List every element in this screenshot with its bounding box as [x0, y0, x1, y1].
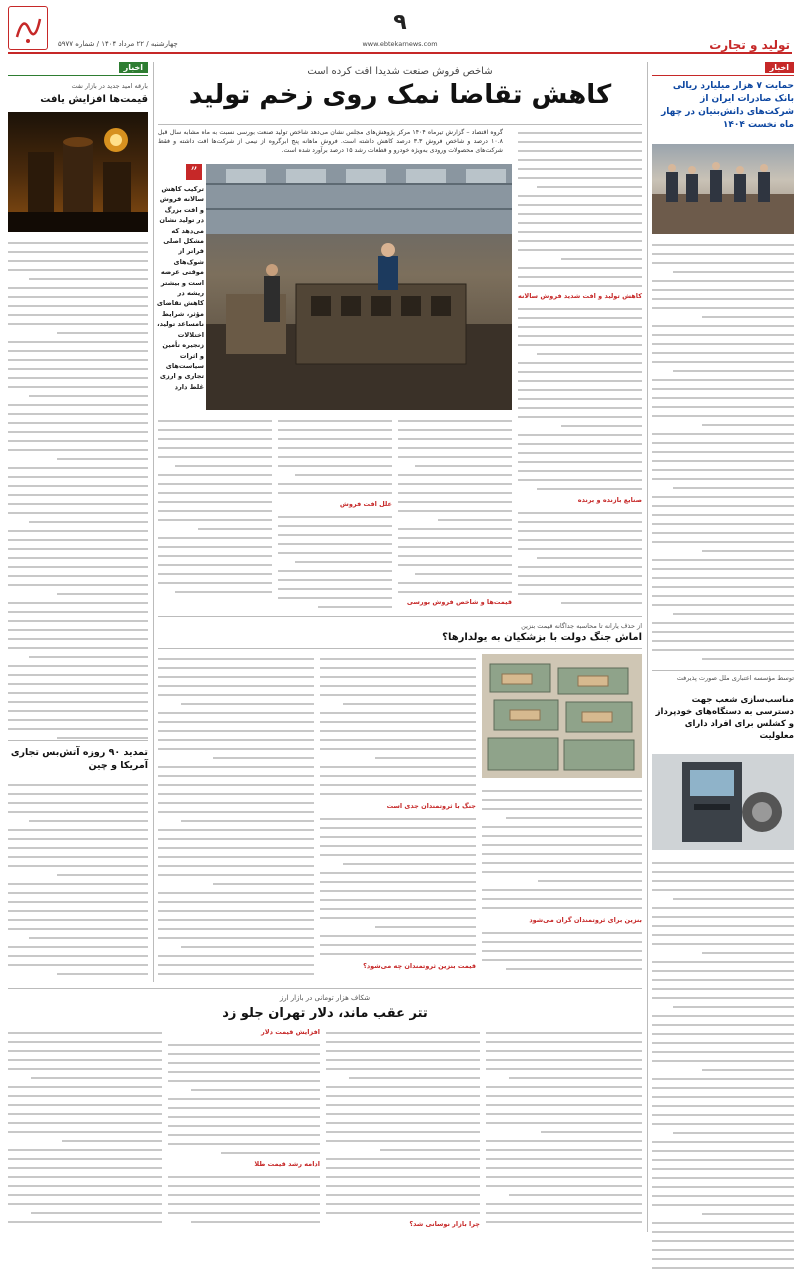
bottom-col1: [486, 1028, 642, 1226]
lead-body-col4: [158, 416, 272, 596]
lead-body-col1: [518, 128, 642, 290]
bottom-subhead: افزایش قیمت دلار: [261, 1028, 320, 1036]
photo-atm: [652, 754, 794, 850]
lead-subhead: علل افت فروش: [339, 500, 392, 508]
photo-meeting: [652, 144, 794, 234]
bottom-kicker: شکاف هزار تومانی در بازار ارز: [279, 994, 371, 1002]
photo-factory-workers: [206, 164, 512, 410]
lead-body-col1c: [518, 508, 642, 607]
news-tag: اخبار: [765, 62, 794, 73]
rule: [8, 740, 148, 741]
mid-body-col0: [158, 654, 314, 978]
rule: [652, 670, 794, 671]
photo-oil-refinery: [8, 112, 148, 232]
story-body: [8, 780, 148, 978]
bottom-subhead: چرا بازار نوسانی شد؟: [409, 1220, 480, 1228]
bottom-col3: [168, 1040, 320, 1157]
story-title[interactable]: مناسب‌سازی شعب جهت دسترسی به دستگاه‌های خودپرداز و کشلس برای افراد دارای معلولیت: [655, 695, 794, 741]
lead-subhead: کاهش تولید و افت شدید فروش سالانه: [518, 292, 642, 300]
story-kicker: توسط مؤسسه اعتباری ملل صورت پذیرفت: [676, 674, 794, 682]
logo: [8, 6, 48, 50]
rule: [8, 988, 642, 989]
lead-story: [158, 62, 642, 614]
page-number: ۹: [393, 10, 407, 35]
lead-intro: گروه اقتصاد – گزارش تیرماه ۱۴۰۴ مرکز پژوهش‌های مجلس نشان می‌دهد شاخص تولید صنعت بورسی نسبت به ماه مشابه سال قبل ۱۰.۸ درصد و شاخص فروش ۳.۳ درصد کاهش داشته است. فروش ماهانه پنج ابرگروه از نیمی از شرکت‌ها افت داشته و فقط شرکت‌های محصولات ورودی به‌ویژه خودرو و قطعات رشد ۱۵ درصد برآورد شده است.: [158, 129, 503, 154]
svg-text:”: ”: [190, 165, 198, 180]
rule: [158, 616, 642, 617]
rule: [158, 124, 642, 125]
mid-subhead: بنزین برای ثروتمندان گران می‌شود: [529, 916, 642, 924]
lead-body-col1b: [518, 304, 642, 493]
rule: [8, 75, 148, 76]
right-column: [652, 62, 794, 1232]
mid-story: [158, 620, 642, 982]
rule: [652, 75, 794, 76]
bottom-story: [8, 992, 642, 1232]
lead-body-col3: [278, 416, 392, 497]
bottom-title[interactable]: تتر عقب ماند، دلار تهران جلو زد: [222, 1006, 428, 1021]
mid-body-col2: [482, 786, 642, 912]
story-title[interactable]: تمدید ۹۰ روزه آتش‌بس تجاری آمریکا و چین: [10, 747, 148, 771]
lead-kicker: شاخص فروش صنعت شدیدا افت کرده است: [307, 66, 493, 77]
logo-emblem-icon: [9, 7, 47, 49]
column-rule: [647, 62, 648, 1232]
story-title[interactable]: حمایت ۷ هزار میلیارد ریالی بانک صادرات ایران از شرکت‌های دانش‌بنیان در چهار ماه نخست ۱۴۰۴: [661, 81, 794, 130]
photo-money-stacks: [482, 654, 642, 778]
bottom-col3b: [168, 1172, 320, 1226]
story-kicker: بارقه امید جدید در بازار نفت: [71, 82, 148, 90]
mid-subhead: جنگ با ثروتمندان جدی است: [386, 802, 476, 810]
lead-subhead: صنایع بازنده و برنده: [577, 496, 642, 504]
lead-body-col3b: [278, 512, 392, 611]
story-body: [8, 238, 148, 742]
mid-body-col1b: [320, 814, 476, 958]
lead-title[interactable]: کاهش تقاضا نمک روی زخم تولید: [188, 80, 612, 110]
mid-body-col1: [320, 654, 476, 798]
bottom-col4: [8, 1028, 162, 1226]
left-column: [8, 62, 148, 982]
masthead-rule: [8, 52, 792, 54]
lead-body-col2: [398, 416, 512, 596]
rule: [158, 648, 642, 649]
story-body: [652, 240, 794, 663]
news-tag: اخبار: [119, 62, 148, 73]
column-rule: [153, 62, 154, 982]
mid-subhead: قیمت بنزین ثروتمندان چه می‌شود؟: [363, 962, 476, 970]
mid-kicker: از حذف یارانه تا محاسبه جداگانه قیمت بنزین: [521, 622, 642, 630]
section-title: تولید و تجارت: [709, 38, 790, 52]
bottom-col2: [326, 1028, 480, 1217]
story-title[interactable]: قیمت‌ها افزایش یافت: [40, 94, 148, 105]
website[interactable]: www.ebtekarnews.com: [362, 40, 438, 48]
mid-body-col2b: [482, 928, 642, 973]
bottom-subhead: ادامه رشد قیمت طلا: [254, 1160, 320, 1168]
quote-mark-icon: [186, 164, 202, 180]
lead-subhead: قیمت‌ها و شاخص فروش بورسی: [406, 598, 512, 606]
date-issue: چهارشنبه / ۲۲ مرداد ۱۴۰۴ / شماره ۵۹۷۷: [58, 40, 178, 48]
pullquote: ترکیب کاهش سالانه فروش و افت بزرگ در تولید نشان می‌دهد که مشکل اصلی فراتر از شوک‌های موقتی عرضه است و بیشتر ریشه در کاهش تقاضای مؤثر، شرایط نامساعد تولید، اختلالات زنجیره تأمین و اثرات سیاست‌های تجاری و ارزی غلط دارد: [156, 185, 204, 391]
mid-title[interactable]: اما‌ش جنگ دولت با بزشکیان به یولدار‌ها؟: [442, 632, 642, 643]
masthead: [0, 0, 800, 58]
story-body: [652, 858, 794, 1272]
